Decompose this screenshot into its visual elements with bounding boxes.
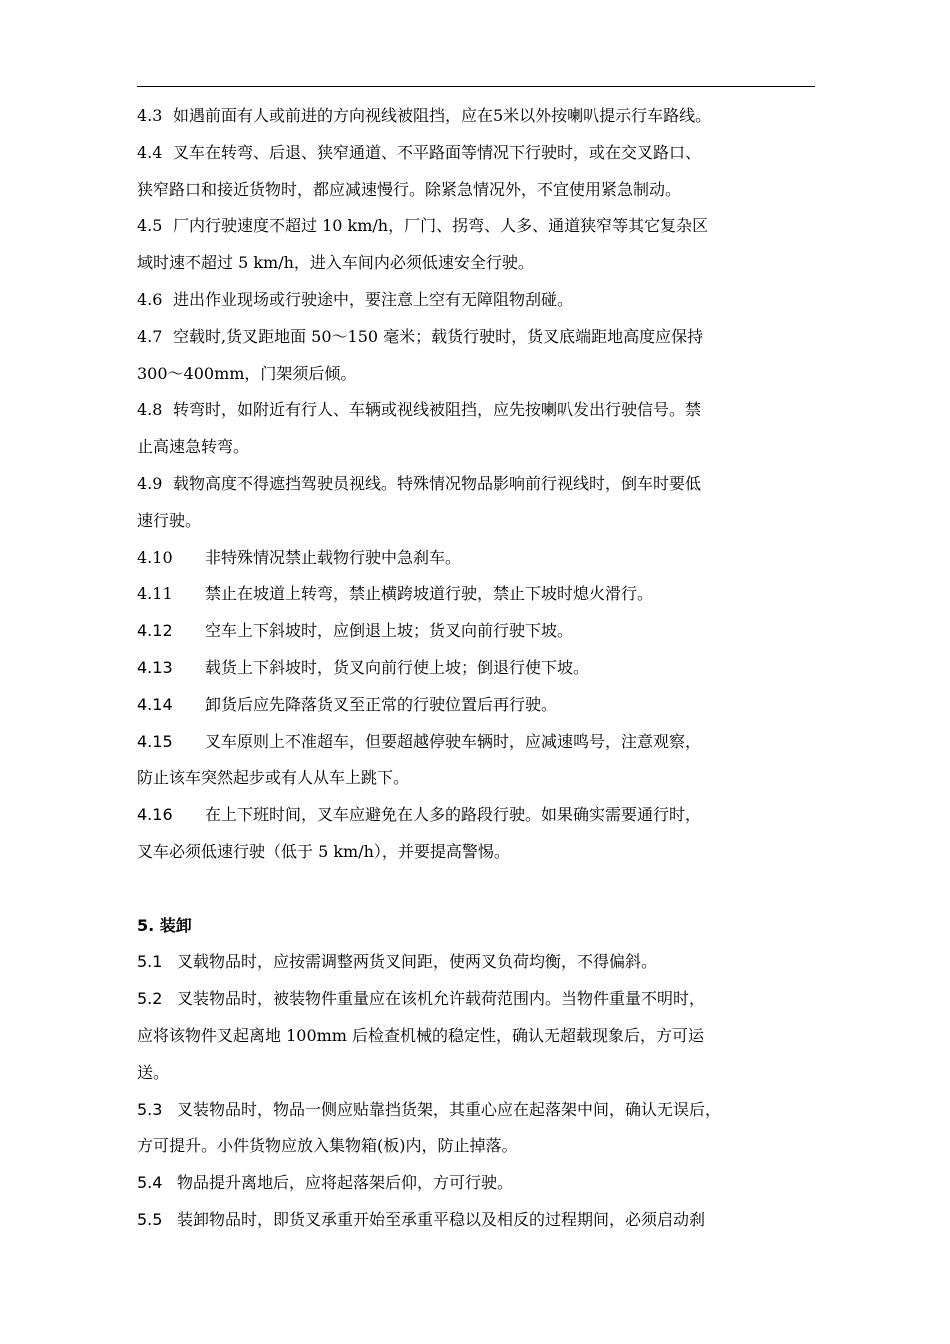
item-5-2 xyxy=(137,981,827,1091)
item-4-8 xyxy=(137,392,827,466)
item-number: 4.11 xyxy=(137,584,173,604)
item-4-5 xyxy=(137,208,827,282)
item-text: 速行驶。 xyxy=(137,510,202,530)
item-number: 4.4 xyxy=(137,142,163,162)
item-4-13 xyxy=(137,650,827,687)
section-title: 装卸 xyxy=(159,915,192,935)
item-number: 4.7 xyxy=(137,326,163,346)
item-text: 如遇前面有人或前进的方向视线被阻挡，应在5米以外按喇叭提示行车路线。 xyxy=(173,106,712,125)
item-text: 防止该车突然起步或有人从车上跳下。 xyxy=(137,768,410,788)
item-text: 送。 xyxy=(137,1062,170,1082)
item-text: 卸货后应先降落货叉至正常的行驶位置后再行驶。 xyxy=(205,694,558,714)
item-number: 4.3 xyxy=(137,106,163,125)
item-text: 空载时,货叉距地面 50～150 毫米；载货行驶时，货叉底端距地高度应保持 xyxy=(173,326,704,346)
item-text: 厂内行驶速度不超过 10 km/h，厂门、拐弯、人多、通道狭窄等其它复杂区 xyxy=(173,216,709,236)
item-number: 5.5 xyxy=(137,1209,163,1229)
item-4-15 xyxy=(137,724,827,798)
item-text: 应将该物件叉起离地 100mm 后检查机械的稳定性，确认无超载现象后，方可运 xyxy=(137,1025,705,1045)
item-text: 在上下班时间，叉车应避免在人多的路段行驶。如果确实需要通行时， xyxy=(205,805,702,825)
item-number: 4.12 xyxy=(137,621,173,641)
item-number: 4.5 xyxy=(137,216,163,236)
item-text: 叉车必须低速行驶（低于 5 km/h），并要提高警惕。 xyxy=(137,841,510,861)
item-number: 5.4 xyxy=(137,1173,163,1193)
item-4-7 xyxy=(137,319,827,393)
item-number: 4.9 xyxy=(137,473,163,493)
item-text: 装卸物品时，即货叉承重开始至承重平稳以及相反的过程期间，必须启动刹 xyxy=(177,1209,706,1229)
document-body xyxy=(137,98,827,1239)
item-number: 4.6 xyxy=(137,289,163,309)
item-4-11 xyxy=(137,576,827,613)
item-text: 载物高度不得遮挡驾驶员视线。特殊情况物品影响前行视线时，倒车时要低 xyxy=(173,473,702,493)
item-text: 叉车原则上不准超车，但要超越停驶车辆时，应减速鸣号，注意观察， xyxy=(205,731,702,751)
item-number: 4.8 xyxy=(137,400,163,420)
item-text: 域时速不超过 5 km/h，进入车间内必须低速安全行驶。 xyxy=(137,253,534,273)
item-5-5 xyxy=(137,1202,827,1239)
item-5-3 xyxy=(137,1092,827,1166)
item-number: 5.1 xyxy=(137,952,163,972)
item-4-14 xyxy=(137,687,827,724)
item-4-16 xyxy=(137,797,827,871)
item-number: 4.13 xyxy=(137,657,173,677)
item-text: 载货上下斜坡时，货叉向前行使上坡；倒退行使下坡。 xyxy=(205,657,590,677)
item-number: 5.2 xyxy=(137,989,163,1009)
item-5-4 xyxy=(137,1165,827,1202)
section-heading xyxy=(137,908,827,945)
item-text: 狭窄路口和接近货物时，都应减速慢行。除紧急情况外，不宜使用紧急制动。 xyxy=(137,179,682,199)
item-4-3 xyxy=(137,98,827,135)
item-text: 方可提升。小件货物应放入集物箱(板)内，防止掉落。 xyxy=(137,1136,518,1156)
item-text: 禁止在坡道上转弯，禁止横跨坡道行驶，禁止下坡时熄火滑行。 xyxy=(205,584,654,604)
header-rule xyxy=(137,86,815,87)
item-text: 叉载物品时，应按需调整两货叉间距，使两叉负荷均衡，不得偏斜。 xyxy=(177,952,658,972)
item-text: 叉装物品时，被装物件重量应在该机允许载荷范围内。当物件重量不明时， xyxy=(177,989,706,1009)
item-4-4 xyxy=(137,135,827,209)
item-number: 4.15 xyxy=(137,731,173,751)
item-text: 非特殊情况禁止载物行驶中急刹车。 xyxy=(205,547,462,567)
item-4-12 xyxy=(137,613,827,650)
section-gap xyxy=(137,871,827,908)
item-4-10 xyxy=(137,540,827,577)
item-text: 物品提升离地后，应将起落架后仰，方可行驶。 xyxy=(177,1173,514,1193)
item-text: 叉车在转弯、后退、狭窄通道、不平路面等情况下行驶时，或在交叉路口、 xyxy=(173,142,702,162)
item-text: 300～400mm，门架须后倾。 xyxy=(137,363,357,383)
item-text: 进出作业现场或行驶途中，要注意上空有无障阻物刮碰。 xyxy=(173,289,574,309)
section-number: 5. xyxy=(137,915,155,935)
item-4-6 xyxy=(137,282,827,319)
item-number: 4.16 xyxy=(137,805,173,825)
item-number: 4.14 xyxy=(137,694,173,714)
item-5-1 xyxy=(137,944,827,981)
item-text: 转弯时，如附近有行人、车辆或视线被阻挡，应先按喇叭发出行驶信号。禁 xyxy=(173,400,702,420)
item-number: 5.3 xyxy=(137,1099,163,1119)
item-text: 止高速急转弯。 xyxy=(137,437,250,457)
item-text: 空车上下斜坡时，应倒退上坡；货叉向前行驶下坡。 xyxy=(205,621,574,641)
item-number: 4.10 xyxy=(137,547,173,567)
item-4-9 xyxy=(137,466,827,540)
item-text: 叉装物品时，物品一侧应贴靠挡货架，其重心应在起落架中间，确认无误后， xyxy=(177,1099,722,1119)
